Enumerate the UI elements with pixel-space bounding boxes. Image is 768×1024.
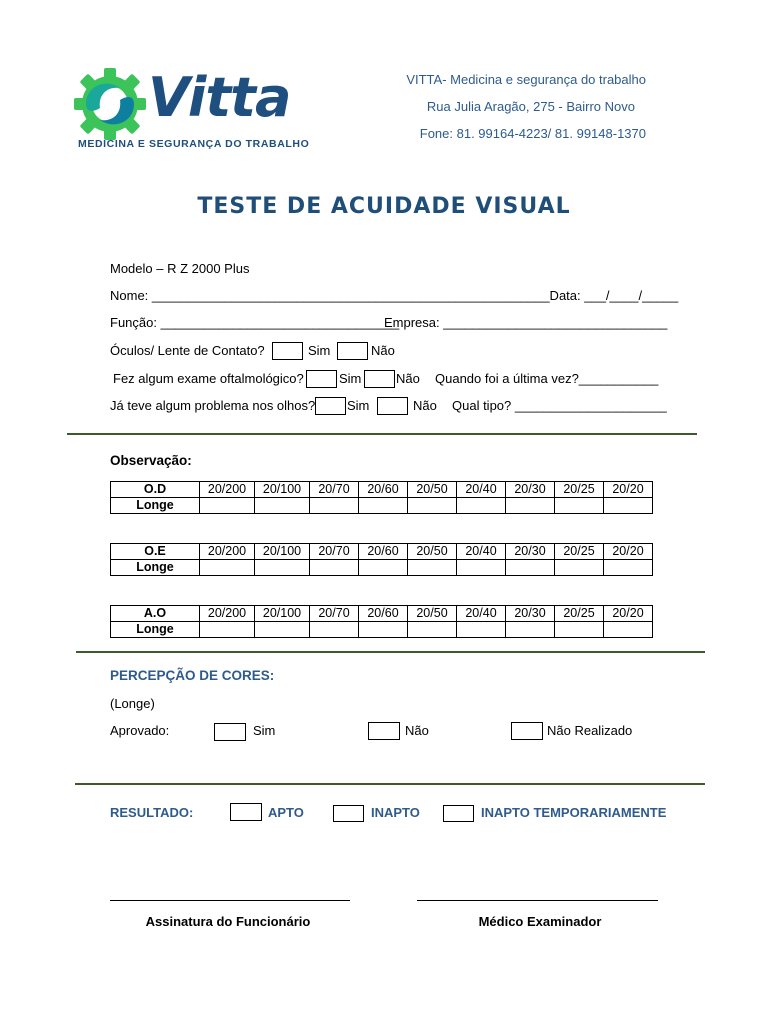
acuity-col: 20/200 [200, 482, 255, 498]
acuity-cell[interactable] [457, 560, 506, 576]
acuity-cell[interactable] [457, 498, 506, 514]
resultado-label: RESULTADO: [110, 805, 194, 820]
apto-checkbox[interactable] [230, 803, 262, 821]
acuity-col: 20/70 [310, 482, 359, 498]
inapto-label: INAPTO [371, 805, 420, 820]
acuity-col: 20/30 [506, 482, 555, 498]
ultima-vez-field[interactable]: Quando foi a última vez?___________ [435, 371, 659, 386]
problema-sim-label: Sim [347, 398, 370, 413]
exame-label: Fez algum exame oftalmológico? [113, 371, 304, 386]
inapto-temp-label: INAPTO TEMPORARIAMENTE [481, 805, 667, 820]
inapto-checkbox[interactable] [333, 805, 364, 822]
acuity-col: 20/50 [408, 482, 457, 498]
section-divider [76, 651, 705, 653]
company-address: Rua Julia Aragão, 275 - Bairro Novo [426, 99, 635, 114]
company-name: VITTA- Medicina e segurança do trabalho [406, 72, 646, 87]
acuity-cell[interactable] [359, 560, 408, 576]
qual-tipo-field[interactable]: Qual tipo? _____________________ [452, 398, 667, 413]
cores-nao-label: Não [405, 723, 429, 738]
acuity-cell[interactable] [506, 622, 555, 638]
aprovado-label: Aprovado: [110, 723, 170, 738]
acuity-cell[interactable] [604, 498, 653, 514]
signature-label-funcionario: Assinatura do Funcionário [145, 914, 311, 929]
problema-nao-checkbox[interactable] [377, 397, 408, 415]
acuity-cell[interactable] [255, 498, 310, 514]
acuity-col: 20/25 [555, 482, 604, 498]
acuity-table-od [110, 481, 653, 514]
exame-nao-label: Não [396, 371, 420, 386]
acuity-col: 20/40 [457, 482, 506, 498]
acuity-cell[interactable] [408, 498, 457, 514]
acuity-col: 20/30 [506, 606, 555, 622]
modelo-text: Modelo – R Z 2000 Plus [110, 261, 250, 276]
acuity-col: 20/60 [359, 544, 408, 560]
acuity-cell[interactable] [457, 622, 506, 638]
eye-label: O.D [111, 482, 200, 498]
acuity-col: 20/50 [408, 544, 457, 560]
acuity-cell[interactable] [310, 498, 359, 514]
brand-tagline: MEDICINA E SEGURANÇA DO TRABALHO [78, 138, 310, 150]
longe-label: Longe [111, 560, 200, 576]
acuity-col: 20/25 [555, 606, 604, 622]
acuity-col: 20/200 [200, 606, 255, 622]
acuity-cell[interactable] [555, 622, 604, 638]
acuity-col: 20/100 [255, 606, 310, 622]
acuity-col: 20/100 [255, 482, 310, 498]
cores-heading: PERCEPÇÃO DE CORES: [110, 668, 275, 683]
acuity-cell[interactable] [310, 622, 359, 638]
observacao-label: Observação: [110, 453, 192, 468]
signature-line-funcionario[interactable] [110, 900, 350, 901]
acuity-col: 20/70 [310, 606, 359, 622]
acuity-col: 20/100 [255, 544, 310, 560]
acuity-cell[interactable] [555, 498, 604, 514]
acuity-col: 20/20 [604, 482, 653, 498]
longe-label: Longe [111, 622, 200, 638]
page-title: TESTE DE ACUIDADE VISUAL [197, 194, 571, 219]
acuity-cell[interactable] [555, 560, 604, 576]
acuity-col: 20/200 [200, 544, 255, 560]
acuity-cell[interactable] [604, 560, 653, 576]
brand-name: Vitta [148, 66, 291, 129]
acuity-col: 20/60 [359, 482, 408, 498]
acuity-cell[interactable] [506, 498, 555, 514]
cores-nao-realizado-label: Não Realizado [547, 723, 633, 738]
oculos-sim-label: Sim [308, 343, 331, 358]
exame-sim-label: Sim [339, 371, 362, 386]
oculos-nao-label: Não [371, 343, 395, 358]
empresa-field[interactable]: Empresa: _______________________________ [384, 315, 668, 330]
acuity-cell[interactable] [408, 622, 457, 638]
acuity-col: 20/60 [359, 606, 408, 622]
acuity-cell[interactable] [200, 560, 255, 576]
acuity-cell[interactable] [200, 622, 255, 638]
oculos-label: Óculos/ Lente de Contato? [110, 343, 265, 358]
funcao-field[interactable]: Função: _________________________________ [110, 315, 400, 330]
oculos-sim-checkbox[interactable] [272, 342, 303, 360]
eye-label: A.O [111, 606, 200, 622]
nome-data-field[interactable]: Nome: _______________________________________________________Data: ___/____/_____ [110, 288, 679, 303]
acuity-col: 20/20 [604, 606, 653, 622]
cores-distance: (Longe) [110, 696, 155, 711]
problema-label: Já teve algum problema nos olhos? [110, 398, 316, 413]
acuity-cell[interactable] [200, 498, 255, 514]
signature-line-medico[interactable] [417, 900, 658, 901]
acuity-cell[interactable] [604, 622, 653, 638]
acuity-cell[interactable] [359, 498, 408, 514]
acuity-col: 20/40 [457, 544, 506, 560]
acuity-cell[interactable] [408, 560, 457, 576]
oculos-nao-checkbox[interactable] [337, 342, 368, 360]
eye-label: O.E [111, 544, 200, 560]
inapto-temp-checkbox[interactable] [443, 805, 474, 822]
acuity-col: 20/40 [457, 606, 506, 622]
exame-sim-checkbox[interactable] [306, 370, 337, 388]
problema-sim-checkbox[interactable] [315, 397, 346, 415]
cores-nao-checkbox[interactable] [368, 722, 400, 740]
acuity-cell[interactable] [255, 560, 310, 576]
acuity-cell[interactable] [255, 622, 310, 638]
gear-logo-icon [70, 64, 150, 144]
cores-sim-label: Sim [253, 723, 276, 738]
acuity-cell[interactable] [310, 560, 359, 576]
signature-label-medico: Médico Examinador [478, 914, 602, 929]
acuity-col: 20/20 [604, 544, 653, 560]
exame-nao-checkbox[interactable] [364, 370, 395, 388]
longe-label: Longe [111, 498, 200, 514]
cores-nao-realizado-checkbox[interactable] [511, 722, 543, 740]
problema-nao-label: Não [413, 398, 437, 413]
cores-sim-checkbox[interactable] [214, 723, 246, 741]
acuity-table-oe [110, 543, 653, 576]
apto-label: APTO [268, 805, 304, 820]
acuity-cell[interactable] [506, 560, 555, 576]
acuity-col: 20/50 [408, 606, 457, 622]
acuity-table-ao [110, 605, 653, 638]
acuity-col: 20/30 [506, 544, 555, 560]
acuity-col: 20/70 [310, 544, 359, 560]
company-phone: Fone: 81. 99164-4223/ 81. 99148-1370 [419, 126, 646, 141]
section-divider [75, 783, 705, 785]
acuity-col: 20/25 [555, 544, 604, 560]
section-divider [67, 433, 697, 435]
acuity-cell[interactable] [359, 622, 408, 638]
